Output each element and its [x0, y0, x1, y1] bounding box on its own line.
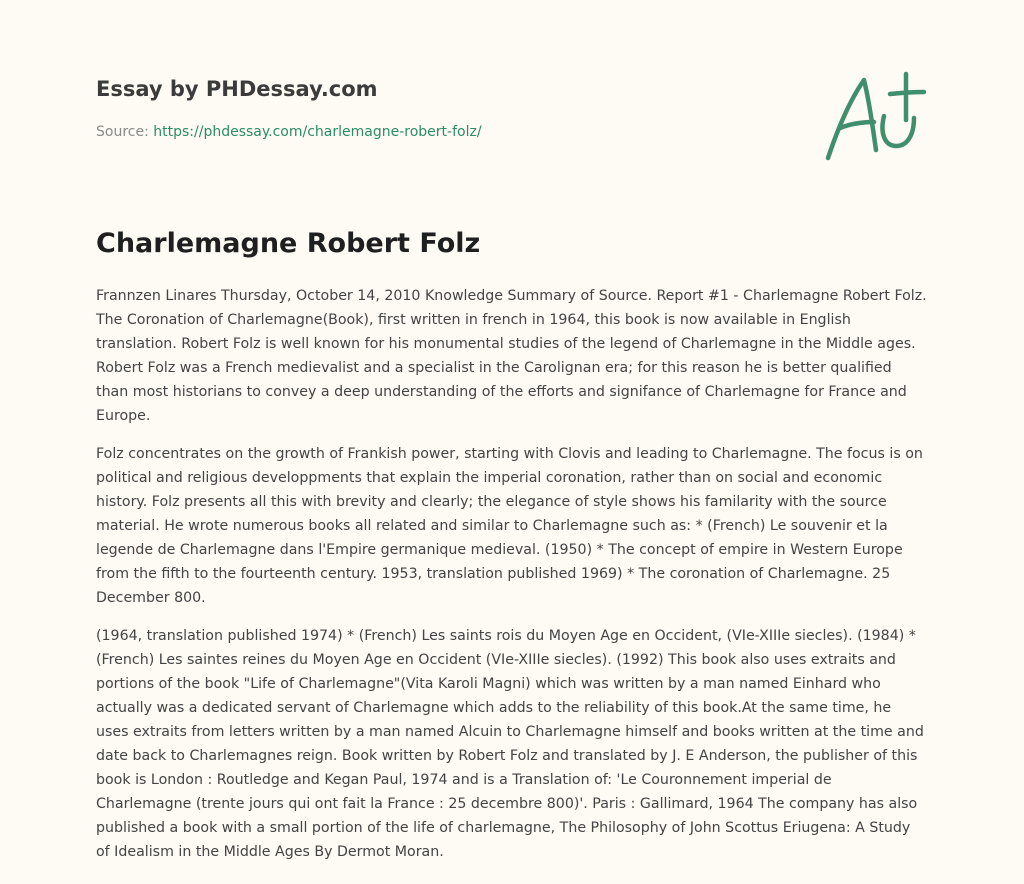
article-title: Charlemagne Robert Folz [96, 228, 481, 259]
article-paragraph: Frannzen Linares Thursday, October 14, 2010 Knowledge Summary of Source. Report #1 - Charlemagne Robert Folz. The Coronation of Charlemagne(Book), first written in french in 1964, this book is now available in English translation. Robert Folz is well known for his monumental studies of the legend of Charlemagne in the Middle ages. Robert Folz was a French medievalist and a specialist in the Carolignan era; for this reason he is better qualified than most historians to convey a deep understanding of the efforts and signifance of Charlemagne for France and Europe. [96, 288, 927, 424]
brand-title: Essay by PHDessay.com [96, 77, 378, 101]
source-label: Source: [96, 124, 149, 140]
a-plus-logo-icon [820, 66, 930, 166]
source-line [96, 122, 796, 142]
article-paragraph: Folz concentrates on the growth of Frankish power, starting with Clovis and leading to Charlemagne. The focus is on political and religious developpments that explain the imperial coronation, rather than on social and economic history. Folz presents all this with brevity and clearly; the elegance of style shows his familarity with the source material. He wrote numerous books all related and similar to Charlemagne such as: * (French) Le souvenir et la legende de Charlemagne dans l'Empire germanique medieval. (1950) * The concept of empire in Western Europe from the fifth to the fourteenth century. 1953, translation published 1969) * The coronation of Charlemagne. 25 December 800. [96, 446, 923, 606]
article-body [96, 284, 928, 878]
source-link[interactable]: https://phdessay.com/charlemagne-robert-folz/ [153, 124, 482, 140]
article-paragraph: (1964, translation published 1974) * (French) Les saints rois du Moyen Age en Occident, (VIe-XIIIe siecles). (1984) * (French) Les saintes reines du Moyen Age en Occident (VIe-XIIIe siecles). (1992) This book also uses extraits and portions of the book "Life of Charlemagne"(Vita Karoli Magni) which was written by a man named Einhard who actually was a dedicated servant of Charlemagne which adds to the reliability of this book.At the same time, he uses extraits from letters written by a man named Alcuin to Charlemagne himself and books written at the time and date back to Charlemagnes reign. Book written by Robert Folz and translated by J. E Anderson, the publisher of this book is London : Routledge and Kegan Paul, 1974 and is a Translation of: 'Le Couronnement imperial de Charlemagne (trente jours qui ont fait la France : 25 decembre 800)'. Paris : Gallimard, 1964 The company has also published a book with a small portion of the life of charlemagne, The Philosophy of John Scottus Eriugena: A Study of Idealism in the Middle Ages By Dermot Moran. [96, 628, 924, 860]
essay-header [96, 74, 796, 142]
